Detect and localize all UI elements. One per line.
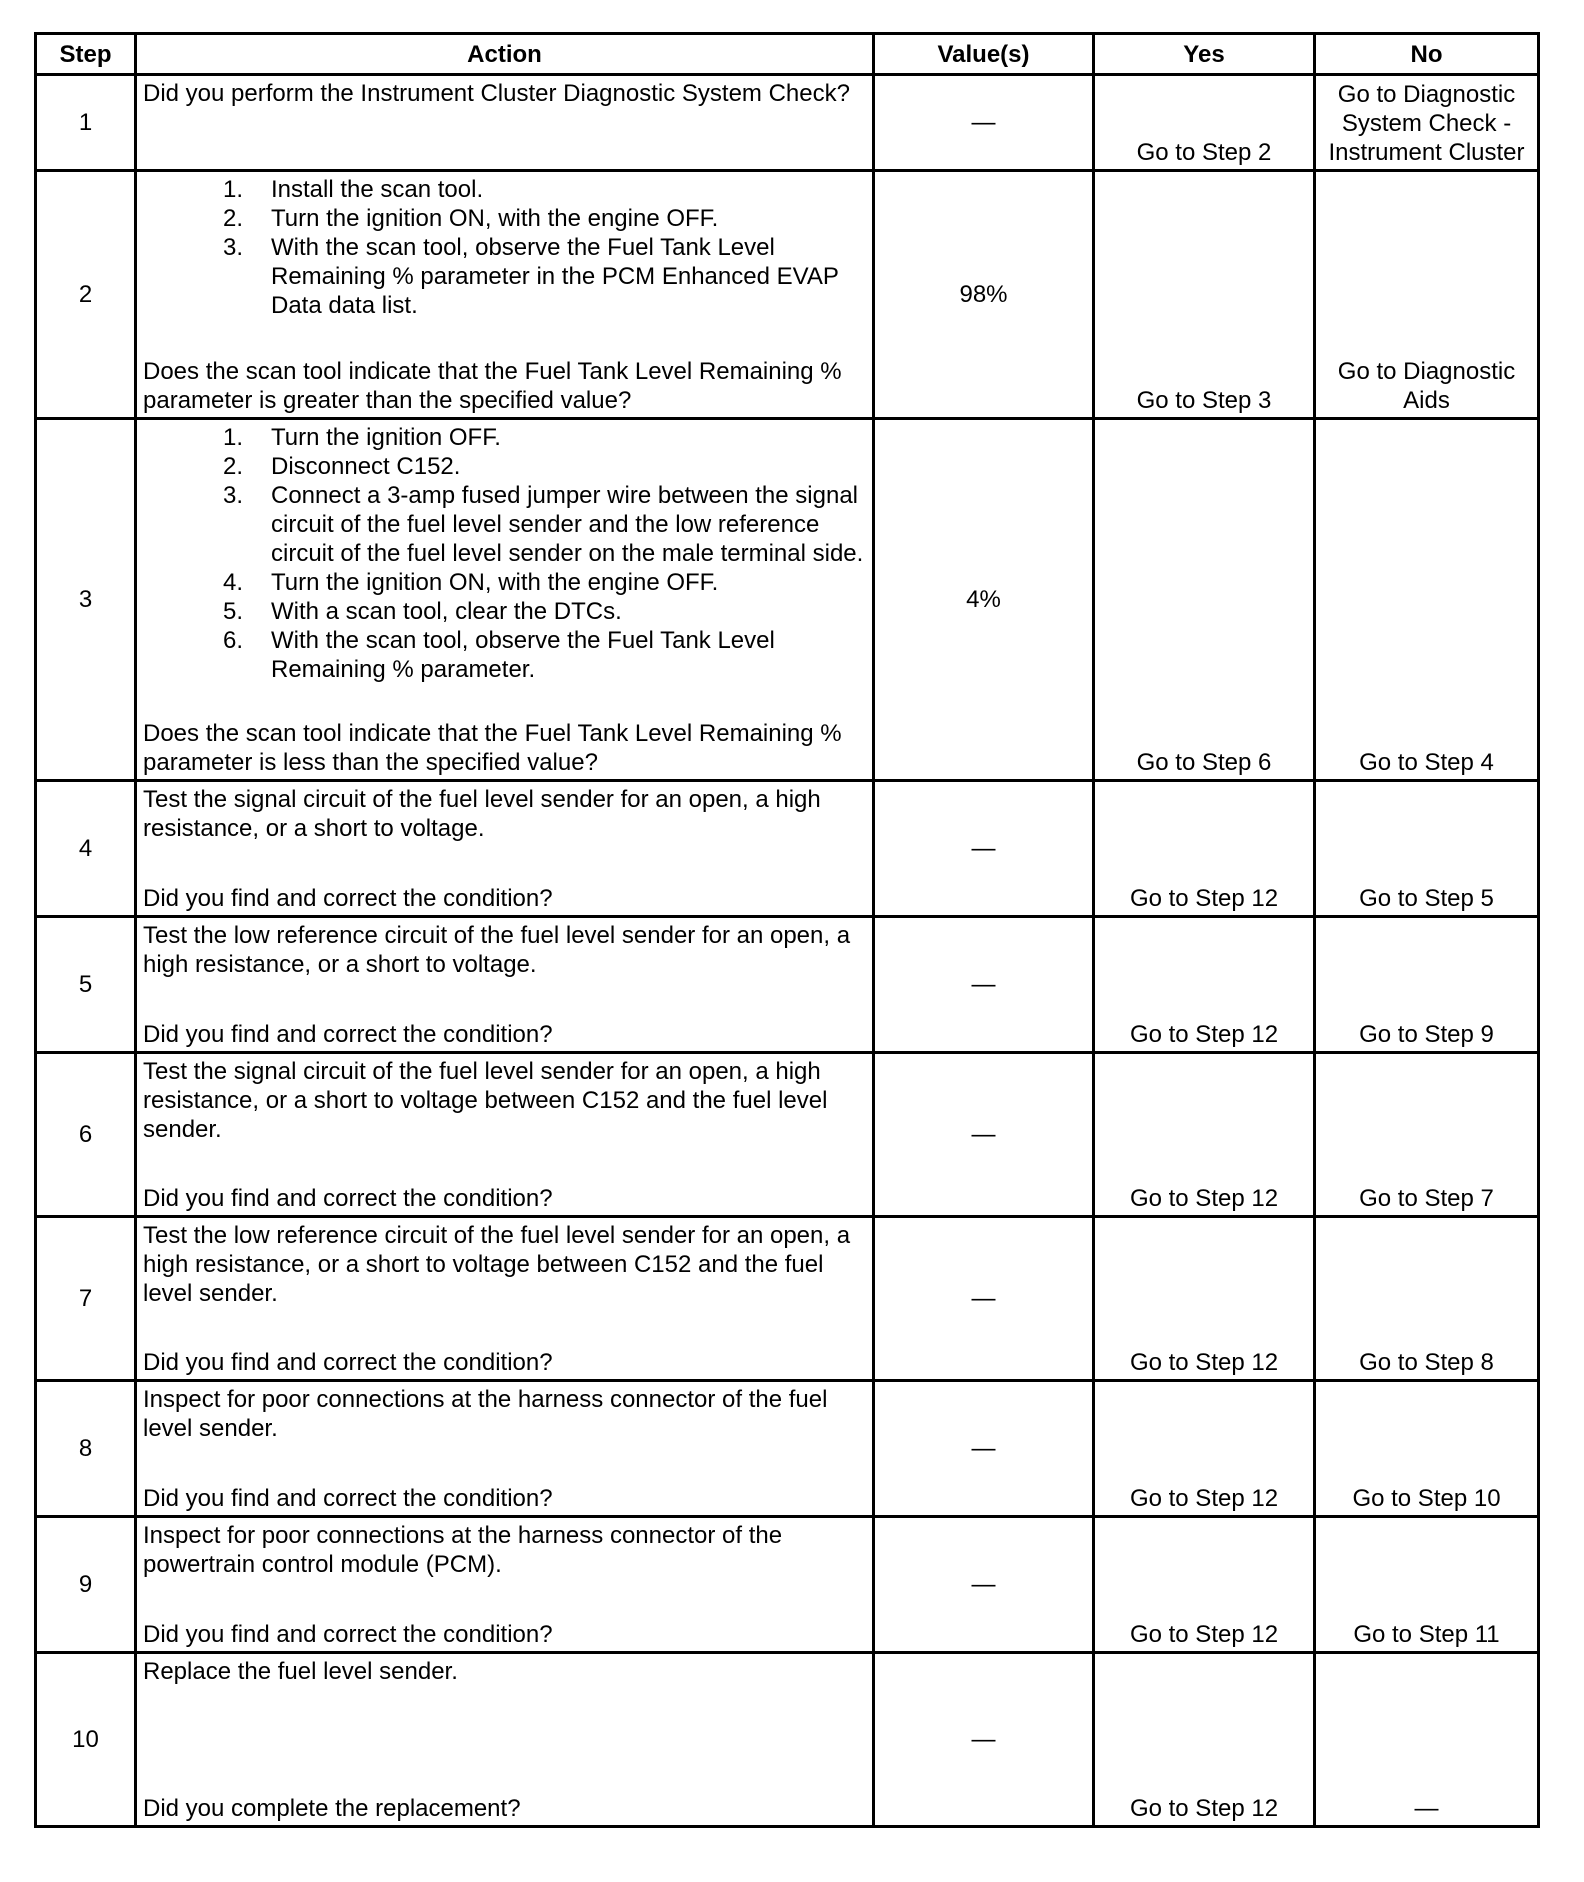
action-cell [136, 1381, 874, 1517]
substep-item: 1. Install the scan tool. [243, 175, 866, 204]
table-row [36, 1053, 1539, 1217]
step-number: 9 [36, 1517, 136, 1653]
table-row [36, 419, 1539, 781]
diagnostic-table [34, 32, 1540, 1828]
action-substeps [143, 175, 866, 320]
action-cell [136, 1517, 874, 1653]
table-row [36, 917, 1539, 1053]
value-cell: — [874, 1653, 1094, 1827]
value-cell: 98% [874, 171, 1094, 419]
action-content [143, 175, 866, 415]
header-row [36, 34, 1539, 75]
action-question: Did you find and correct the condition? [143, 885, 553, 912]
value-cell: — [874, 1381, 1094, 1517]
no-cell: Go to Step 4 [1315, 419, 1539, 781]
header-step: Step [36, 34, 136, 75]
action-cell [136, 171, 874, 419]
action-content [143, 1385, 866, 1513]
action-cell [136, 1653, 874, 1827]
value-cell: — [874, 781, 1094, 917]
action-top [143, 921, 866, 979]
no-cell: Go to Step 7 [1315, 1053, 1539, 1217]
yes-cell: Go to Step 6 [1094, 419, 1315, 781]
no-cell: Go to Diagnostic System Check - Instrument Cluster [1315, 75, 1539, 171]
substep-item: 5. With a scan tool, clear the DTCs. [243, 597, 866, 626]
value-cell: — [874, 1517, 1094, 1653]
step-number: 7 [36, 1217, 136, 1381]
substep-item: 3. With the scan tool, observe the Fuel Tank Level Remaining % parameter in the PCM Enhanced EVAP Data data list. [243, 233, 866, 320]
yes-cell: Go to Step 2 [1094, 75, 1315, 171]
no-cell: Go to Step 5 [1315, 781, 1539, 917]
step-number: 2 [36, 171, 136, 419]
step-number: 4 [36, 781, 136, 917]
table-row [36, 1381, 1539, 1517]
action-instruction: Test the low reference circuit of the fuel level sender for an open, a high resistance, or a short to voltage between C152 and the fuel level sender. [143, 1222, 851, 1307]
action-top [143, 1057, 866, 1144]
action-instruction: Test the signal circuit of the fuel level sender for an open, a high resistance, or a short to voltage. [143, 786, 821, 842]
action-instruction: Replace the fuel level sender. [143, 1658, 458, 1685]
action-question: Did you find and correct the condition? [143, 1185, 553, 1212]
no-cell: Go to Step 10 [1315, 1381, 1539, 1517]
action-content [143, 1221, 866, 1377]
header-values: Value(s) [874, 34, 1094, 75]
yes-cell: Go to Step 12 [1094, 1217, 1315, 1381]
action-instruction: Inspect for poor connections at the harness connector of the fuel level sender. [143, 1386, 828, 1442]
step-number: 6 [36, 1053, 136, 1217]
action-cell [136, 781, 874, 917]
header-yes: Yes [1094, 34, 1315, 75]
step-number: 1 [36, 75, 136, 171]
yes-cell: Go to Step 12 [1094, 1653, 1315, 1827]
action-top [143, 1657, 866, 1686]
action-content [143, 79, 866, 167]
action-cell [136, 75, 874, 171]
table-row [36, 1217, 1539, 1381]
header-action: Action [136, 34, 874, 75]
action-question: Did you find and correct the condition? [143, 1621, 553, 1648]
action-question: Did you find and correct the condition? [143, 1349, 553, 1376]
yes-cell: Go to Step 3 [1094, 171, 1315, 419]
yes-cell: Go to Step 12 [1094, 917, 1315, 1053]
action-top [143, 175, 866, 320]
table-row [36, 75, 1539, 171]
action-content [143, 1521, 866, 1649]
value-cell: 4% [874, 419, 1094, 781]
action-top [143, 785, 866, 843]
step-number: 5 [36, 917, 136, 1053]
step-number: 10 [36, 1653, 136, 1827]
action-top [143, 1385, 866, 1443]
value-cell: — [874, 1217, 1094, 1381]
value-cell: — [874, 917, 1094, 1053]
action-content [143, 921, 866, 1049]
action-cell [136, 1053, 874, 1217]
no-cell: Go to Diagnostic Aids [1315, 171, 1539, 419]
value-cell: — [874, 1053, 1094, 1217]
no-cell: Go to Step 9 [1315, 917, 1539, 1053]
table-row [36, 171, 1539, 419]
action-question: Did you find and correct the condition? [143, 1021, 553, 1048]
action-question: Does the scan tool indicate that the Fuel Tank Level Remaining % parameter is less than the specified value? [143, 720, 842, 776]
table-row [36, 1653, 1539, 1827]
substep-item: 1. Turn the ignition OFF. [243, 423, 866, 452]
action-instruction: Inspect for poor connections at the harness connector of the powertrain control module (PCM). [143, 1522, 783, 1578]
substep-item: 4. Turn the ignition ON, with the engine OFF. [243, 568, 866, 597]
action-instruction: Test the signal circuit of the fuel level sender for an open, a high resistance, or a short to voltage between C152 and the fuel level sender. [143, 1058, 828, 1143]
action-top [143, 423, 866, 684]
yes-cell: Go to Step 12 [1094, 1517, 1315, 1653]
action-cell [136, 917, 874, 1053]
no-cell: Go to Step 8 [1315, 1217, 1539, 1381]
action-substeps [143, 423, 866, 684]
substep-item: 3. Connect a 3-amp fused jumper wire between the signal circuit of the fuel level sender and the low reference circuit of the fuel level sender on the male terminal side. [243, 481, 866, 568]
action-instruction: Test the low reference circuit of the fuel level sender for an open, a high resistance, or a short to voltage. [143, 922, 851, 978]
action-content [143, 1657, 866, 1823]
no-cell: Go to Step 11 [1315, 1517, 1539, 1653]
header-no: No [1315, 34, 1539, 75]
substep-item: 2. Turn the ignition ON, with the engine OFF. [243, 204, 866, 233]
substep-item: 2. Disconnect C152. [243, 452, 866, 481]
table-header [36, 34, 1539, 75]
value-cell: — [874, 75, 1094, 171]
action-question: Did you complete the replacement? [143, 1795, 521, 1822]
action-cell [136, 1217, 874, 1381]
step-number: 8 [36, 1381, 136, 1517]
action-top [143, 1521, 866, 1579]
table-row [36, 781, 1539, 917]
action-question: Did you find and correct the condition? [143, 1485, 553, 1512]
action-top [143, 1221, 866, 1308]
table-body [36, 75, 1539, 1827]
substep-item: 6. With the scan tool, observe the Fuel Tank Level Remaining % parameter. [243, 626, 866, 684]
yes-cell: Go to Step 12 [1094, 1053, 1315, 1217]
action-question: Does the scan tool indicate that the Fuel Tank Level Remaining % parameter is greater than the specified value? [143, 358, 842, 414]
action-content [143, 423, 866, 777]
no-cell: — [1315, 1653, 1539, 1827]
action-content [143, 1057, 866, 1213]
step-number: 3 [36, 419, 136, 781]
action-content [143, 785, 866, 913]
yes-cell: Go to Step 12 [1094, 1381, 1315, 1517]
action-instruction: Did you perform the Instrument Cluster Diagnostic System Check? [143, 80, 850, 107]
table-row [36, 1517, 1539, 1653]
action-top [143, 79, 866, 108]
yes-cell: Go to Step 12 [1094, 781, 1315, 917]
action-cell [136, 419, 874, 781]
